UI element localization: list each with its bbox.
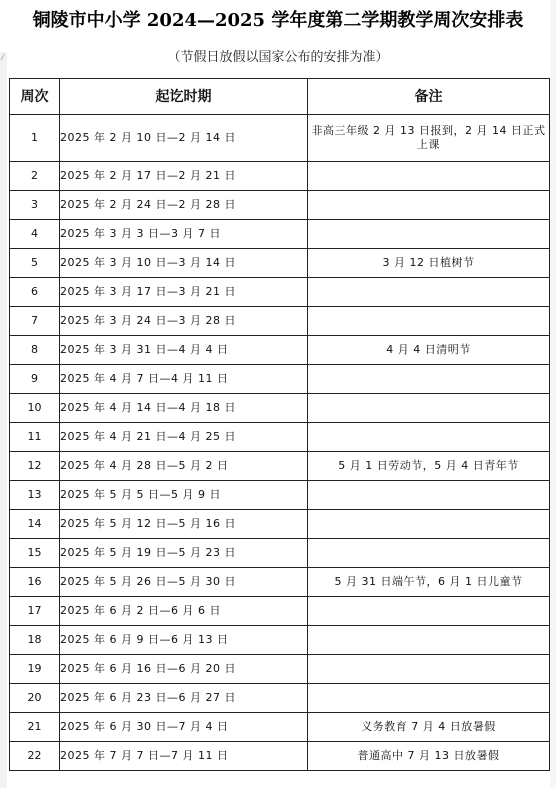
period-cell: 2025 年 3 月 31 日—4 月 4 日 <box>60 336 308 365</box>
week-cell: 21 <box>10 713 60 742</box>
table-row <box>10 568 550 597</box>
period-cell: 2025 年 6 月 23 日—6 月 27 日 <box>60 684 308 713</box>
note-cell <box>308 481 550 510</box>
note-cell <box>308 626 550 655</box>
week-cell: 16 <box>10 568 60 597</box>
week-cell: 14 <box>10 510 60 539</box>
week-cell: 4 <box>10 220 60 249</box>
note-cell <box>308 655 550 684</box>
week-cell: 6 <box>10 278 60 307</box>
week-cell: 2 <box>10 162 60 191</box>
schedule-table <box>9 78 550 771</box>
week-cell: 13 <box>10 481 60 510</box>
note-cell <box>308 278 550 307</box>
period-cell: 2025 年 5 月 26 日—5 月 30 日 <box>60 568 308 597</box>
table-row <box>10 307 550 336</box>
header-note: 备注 <box>308 79 550 115</box>
period-cell: 2025 年 3 月 3 日—3 月 7 日 <box>60 220 308 249</box>
period-cell: 2025 年 6 月 30 日—7 月 4 日 <box>60 713 308 742</box>
period-cell: 2025 年 2 月 10 日—2 月 14 日 <box>60 115 308 162</box>
period-cell: 2025 年 5 月 12 日—5 月 16 日 <box>60 510 308 539</box>
note-cell <box>308 307 550 336</box>
week-cell: 20 <box>10 684 60 713</box>
document-subtitle: （节假日放假以国家公布的安排为准） <box>167 50 389 65</box>
note-cell: 3 月 12 日植树节 <box>308 249 550 278</box>
table-row <box>10 278 550 307</box>
table-row <box>10 510 550 539</box>
table-row <box>10 423 550 452</box>
week-cell: 9 <box>10 365 60 394</box>
note-cell <box>308 597 550 626</box>
table-row <box>10 713 550 742</box>
period-cell: 2025 年 6 月 16 日—6 月 20 日 <box>60 655 308 684</box>
note-cell <box>308 423 550 452</box>
document-title: 铜陵市中小学 2024—2025 学年度第二学期教学周次安排表 <box>32 10 524 31</box>
table-row <box>10 481 550 510</box>
week-cell: 3 <box>10 191 60 220</box>
period-cell: 2025 年 4 月 21 日—4 月 25 日 <box>60 423 308 452</box>
period-cell: 2025 年 4 月 28 日—5 月 2 日 <box>60 452 308 481</box>
ruler-tick: ⁄ <box>2 53 4 62</box>
table-row <box>10 162 550 191</box>
note-cell <box>308 162 550 191</box>
table-row <box>10 742 550 771</box>
week-cell: 22 <box>10 742 60 771</box>
period-cell: 2025 年 4 月 7 日—4 月 11 日 <box>60 365 308 394</box>
period-cell: 2025 年 3 月 17 日—3 月 21 日 <box>60 278 308 307</box>
table-row <box>10 452 550 481</box>
right-ruler <box>550 0 556 788</box>
week-cell: 5 <box>10 249 60 278</box>
table-body <box>10 115 550 771</box>
week-cell: 1 <box>10 115 60 162</box>
table-row <box>10 394 550 423</box>
note-cell: 5 月 1 日劳动节，5 月 4 日青年节 <box>308 452 550 481</box>
week-cell: 18 <box>10 626 60 655</box>
table-row <box>10 365 550 394</box>
note-cell <box>308 365 550 394</box>
period-cell: 2025 年 5 月 19 日—5 月 23 日 <box>60 539 308 568</box>
week-cell: 17 <box>10 597 60 626</box>
table-row <box>10 249 550 278</box>
table-row <box>10 597 550 626</box>
header-week: 周次 <box>10 79 60 115</box>
week-cell: 11 <box>10 423 60 452</box>
week-cell: 10 <box>10 394 60 423</box>
week-cell: 7 <box>10 307 60 336</box>
period-cell: 2025 年 5 月 5 日—5 月 9 日 <box>60 481 308 510</box>
table-row <box>10 684 550 713</box>
note-cell <box>308 510 550 539</box>
table-row <box>10 115 550 162</box>
left-ruler <box>0 52 7 788</box>
table-row <box>10 539 550 568</box>
period-cell: 2025 年 3 月 10 日—3 月 14 日 <box>60 249 308 278</box>
table-row <box>10 220 550 249</box>
period-cell: 2025 年 3 月 24 日—3 月 28 日 <box>60 307 308 336</box>
note-cell: 非高三年级 2 月 13 日报到，2 月 14 日正式上课 <box>308 115 550 162</box>
note-cell <box>308 394 550 423</box>
header-period: 起讫时期 <box>60 79 308 115</box>
note-cell <box>308 191 550 220</box>
note-cell <box>308 220 550 249</box>
week-cell: 8 <box>10 336 60 365</box>
week-cell: 15 <box>10 539 60 568</box>
table-row <box>10 655 550 684</box>
note-cell: 5 月 31 日端午节，6 月 1 日儿童节 <box>308 568 550 597</box>
week-cell: 12 <box>10 452 60 481</box>
note-cell: 普通高中 7 月 13 日放暑假 <box>308 742 550 771</box>
note-cell: 4 月 4 日清明节 <box>308 336 550 365</box>
week-cell: 19 <box>10 655 60 684</box>
note-cell: 义务教育 7 月 4 日放暑假 <box>308 713 550 742</box>
note-cell <box>308 539 550 568</box>
period-cell: 2025 年 2 月 24 日—2 月 28 日 <box>60 191 308 220</box>
period-cell: 2025 年 6 月 9 日—6 月 13 日 <box>60 626 308 655</box>
table-row <box>10 336 550 365</box>
table-row <box>10 626 550 655</box>
period-cell: 2025 年 4 月 14 日—4 月 18 日 <box>60 394 308 423</box>
table-header-row <box>10 79 550 115</box>
table-row <box>10 191 550 220</box>
period-cell: 2025 年 2 月 17 日—2 月 21 日 <box>60 162 308 191</box>
note-cell <box>308 684 550 713</box>
period-cell: 2025 年 6 月 2 日—6 月 6 日 <box>60 597 308 626</box>
period-cell: 2025 年 7 月 7 日—7 月 11 日 <box>60 742 308 771</box>
